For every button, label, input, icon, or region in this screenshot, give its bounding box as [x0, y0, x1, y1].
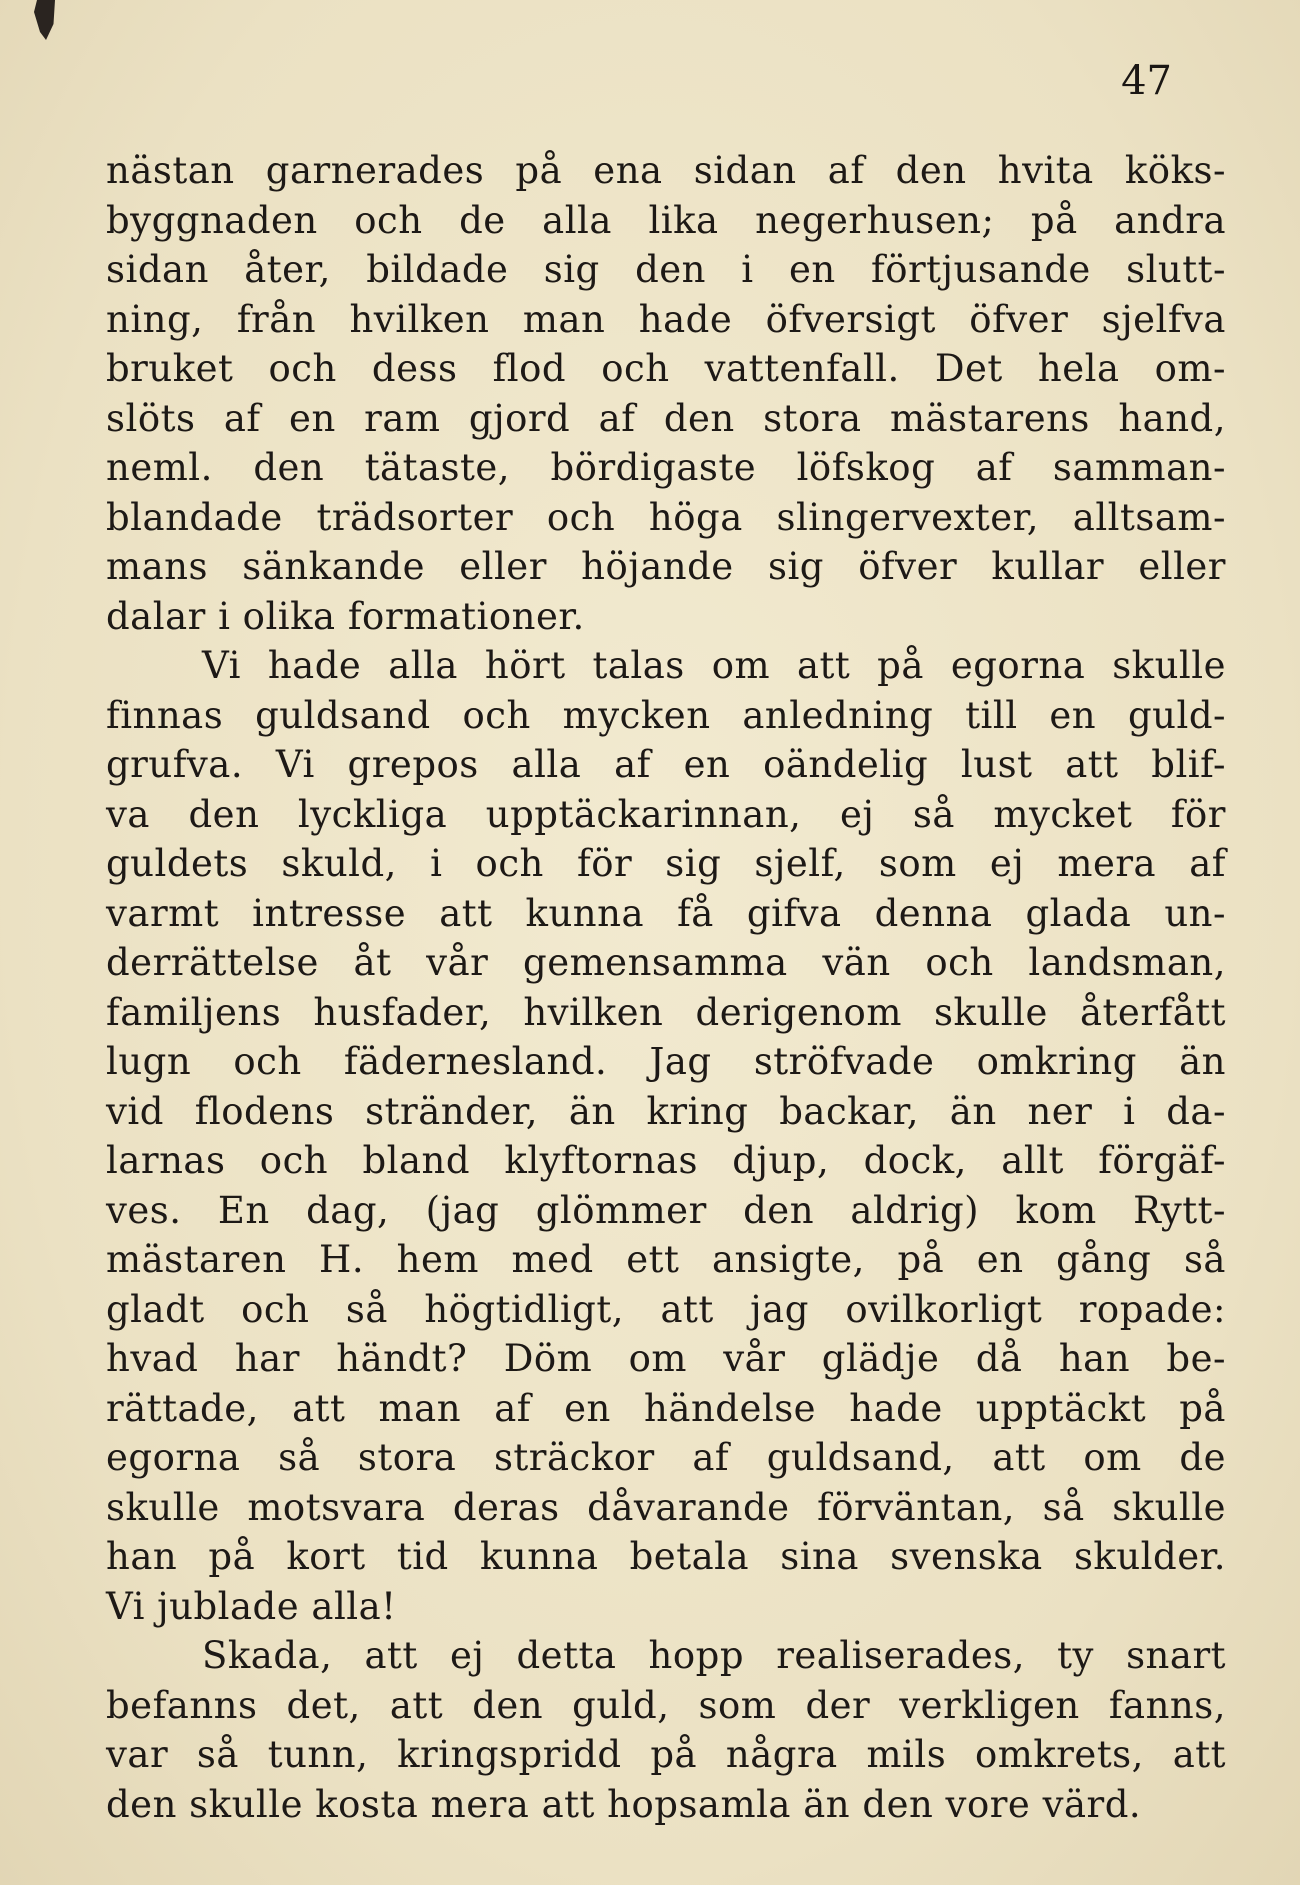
text-line: dalar i olika formationer.: [106, 594, 585, 638]
text-line: Skada, att ej detta hopp realiserades, ty snart: [202, 1634, 1226, 1677]
text-line: blandade trädsorter och höga slingervexter, alltsam-: [106, 495, 1226, 539]
page-number: 47: [1121, 58, 1172, 104]
text-line: ning, från hvilken man hade öfversigt öfver sjelfva: [106, 297, 1226, 341]
text-line: han på kort tid kunna betala sina svenska skulder.: [106, 1535, 1226, 1578]
text-line: mans sänkande eller höjande sig öfver kullar eller: [106, 545, 1226, 588]
text-line: finnas guldsand och mycken anledning till en guld-: [106, 693, 1226, 737]
text-line: lugn och fädernesland. Jag ströfvade omkring än: [106, 1040, 1226, 1083]
text-line: slöts af en ram gjord af den stora mästarens hand,: [106, 396, 1226, 440]
text-line: sidan åter, bildade sig den i en förtjusande slutt-: [106, 248, 1226, 291]
text-line: rättade, att man af en händelse hade upptäckt på: [106, 1386, 1226, 1430]
text-line: nästan garnerades på ena sidan af den hvita köks-: [106, 149, 1226, 192]
text-line: den skulle kosta mera att hopsamla än den vore värd.: [106, 1782, 1142, 1826]
text-line: egorna så stora sträckor af guldsand, att om de: [106, 1436, 1226, 1479]
text-line: byggnaden och de alla lika negerhusen; på andra: [106, 198, 1226, 242]
text-line: vid flodens stränder, än kring backar, än ner i da-: [106, 1089, 1226, 1133]
text-line: mästaren H. hem med ett ansigte, på en gång så: [106, 1238, 1226, 1281]
text-line: guldets skuld, i och för sig sjelf, som ej mera af: [106, 842, 1226, 885]
text-line: larnas och bland klyftornas djup, dock, allt förgäf-: [106, 1139, 1226, 1182]
text-line: va den lyckliga upptäckarinnan, ej så mycket för: [106, 792, 1226, 836]
text-line: befanns det, att den guld, som der verkligen fanns,: [106, 1683, 1226, 1727]
text-line: Vi hade alla hört talas om att på egorna skulle: [202, 644, 1226, 687]
text-line: derrättelse åt vår gemensamma vän och landsman,: [106, 941, 1226, 984]
text-line: var så tunn, kringspridd på några mils omkrets, att: [106, 1733, 1226, 1776]
text-line: hvad har händt? Döm om vår glädje då han be-: [106, 1337, 1226, 1380]
text-line: varmt intresse att kunna få gifva denna glada un-: [106, 891, 1226, 935]
text-line: bruket och dess flod och vattenfall. Det hela om-: [106, 347, 1226, 390]
body-text: [106, 146, 1226, 1829]
text-line: skulle motsvara deras dåvarande förväntan, så skulle: [106, 1485, 1226, 1529]
ink-blot-mark: [28, 0, 58, 40]
text-line: ves. En dag, (jag glömmer den aldrig) kom Rytt-: [106, 1188, 1226, 1232]
text-line: grufva. Vi grepos alla af en oändelig lust att blif-: [106, 743, 1226, 786]
text-line: neml. den tätaste, bördigaste löfskog af samman-: [106, 446, 1226, 489]
text-line: familjens husfader, hvilken derigenom skulle återfått: [106, 990, 1226, 1034]
text-line: Vi jublade alla!: [106, 1584, 397, 1628]
text-line: gladt och så högtidligt, att jag ovilkorligt ropade:: [106, 1287, 1226, 1331]
